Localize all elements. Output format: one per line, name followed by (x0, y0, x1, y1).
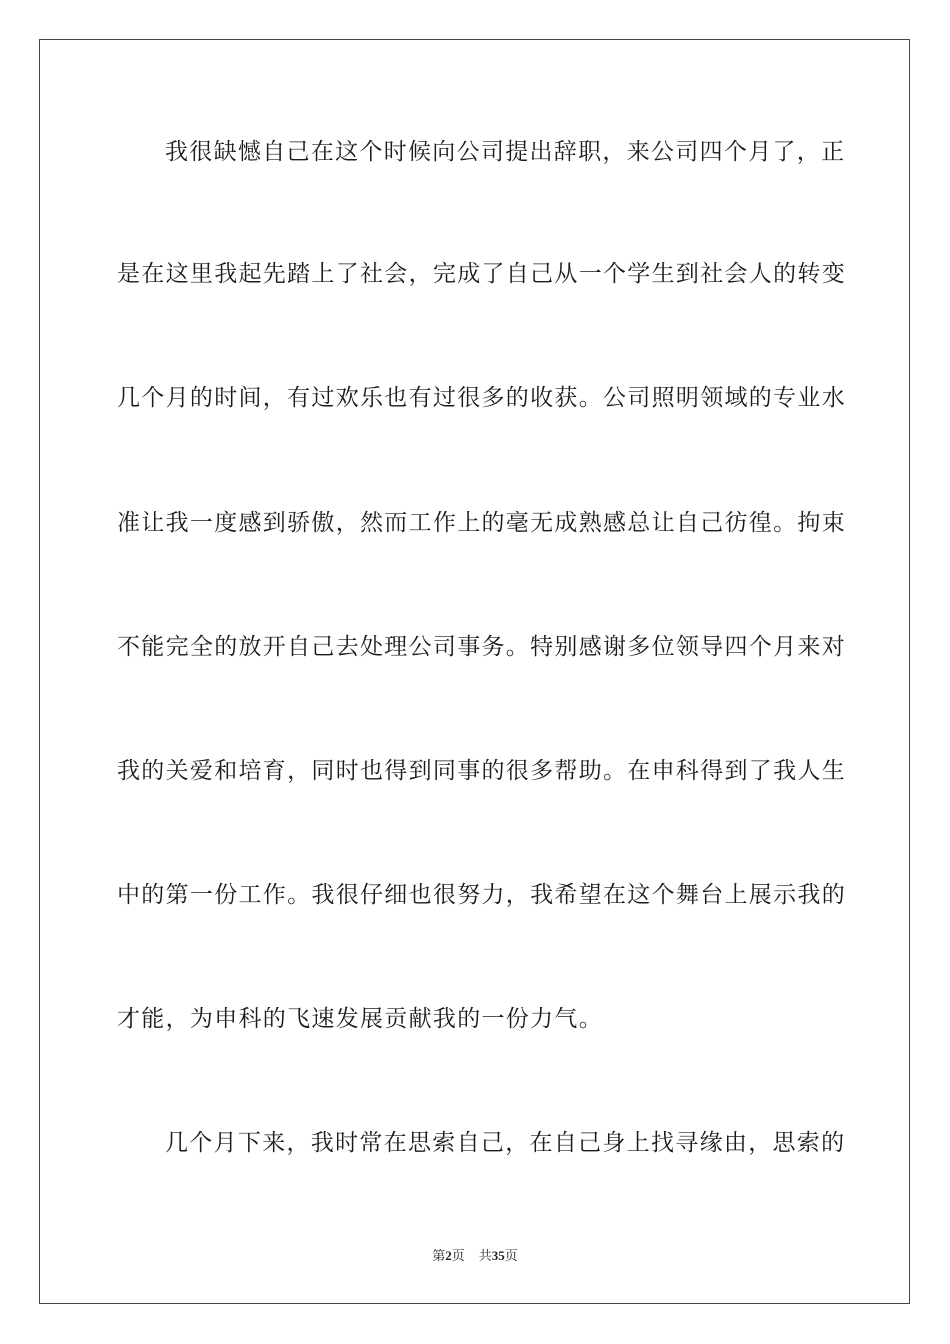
paragraph-line: 几个月下来，我时常在思索自己，在自己身上找寻缘由，思索的 (165, 1130, 846, 1156)
paragraph-line: 中的第一份工作。我很仔细也很努力，我希望在这个舞台上展示我的 (117, 882, 846, 908)
page-footer (0, 1247, 950, 1265)
footer-total-pages: 35 (491, 1248, 505, 1263)
footer-page-prefix: 第 (432, 1248, 446, 1263)
paragraph-line: 我的关爱和培育，同时也得到同事的很多帮助。在申科得到了我人生 (117, 758, 846, 784)
paragraph-line: 是在这里我起先踏上了社会，完成了自己从一个学生到社会人的转变 (117, 261, 846, 287)
paragraph-line: 我很缺憾自己在这个时候向公司提出辞职，来公司四个月了，正 (165, 139, 846, 165)
paragraph-line: 准让我一度感到骄傲，然而工作上的毫无成熟感总让自己彷徨。拘束 (117, 510, 846, 536)
footer-total-suffix: 页 (504, 1248, 518, 1263)
paragraph-line: 几个月的时间，有过欢乐也有过很多的收获。公司照明领域的专业水 (117, 385, 846, 411)
paragraph-line: 才能，为申科的飞速发展贡献我的一份力气。 (117, 1006, 603, 1032)
footer-total-prefix: 共 (478, 1248, 492, 1263)
paragraph-line: 不能完全的放开自己去处理公司事务。特别感谢多位领导四个月来对 (117, 634, 846, 660)
page-border (39, 39, 910, 1304)
footer-page-number: 2 (445, 1248, 452, 1263)
footer-page-suffix: 页 (451, 1248, 465, 1263)
